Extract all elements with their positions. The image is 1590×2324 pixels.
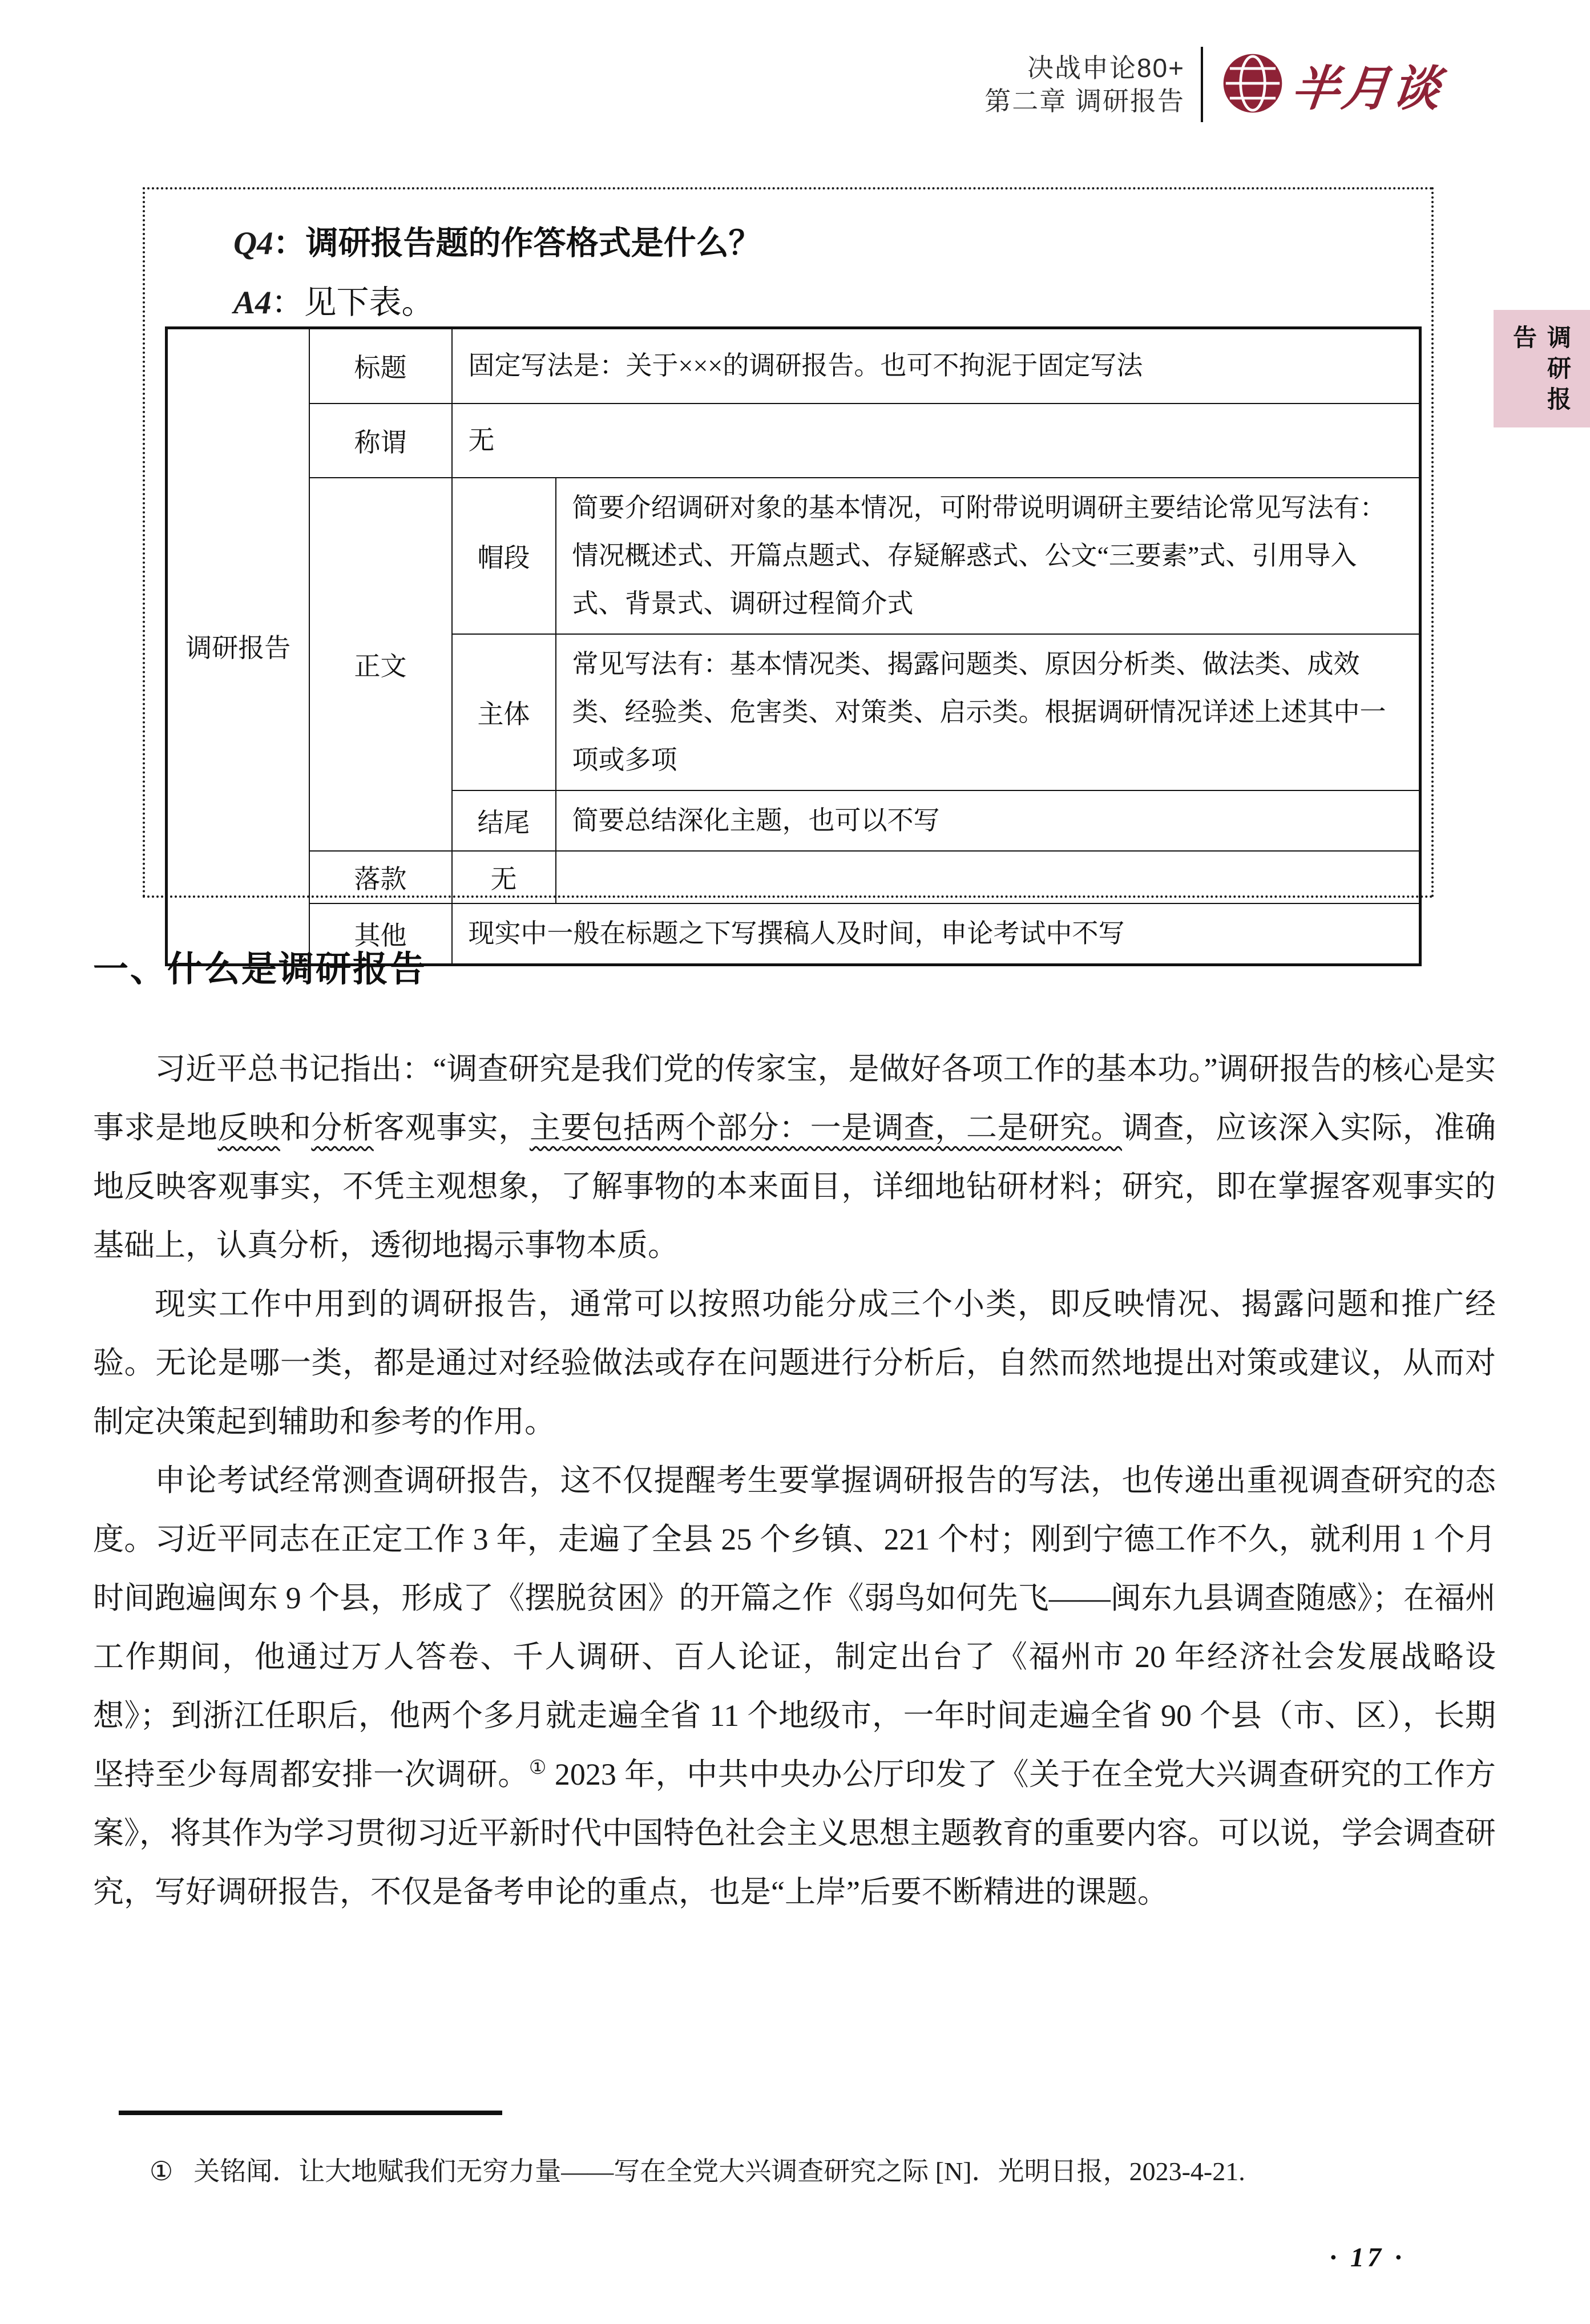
book-title: 决战申论80+ (1027, 53, 1185, 83)
cell-biaoti-content: 固定写法是：关于×××的调研报告。也可不拘泥于固定写法 (452, 328, 1420, 404)
cell-root-label: 调研报告 (167, 328, 309, 965)
body-text (93, 1040, 1496, 1922)
p1-text: 客观事实， (373, 1111, 530, 1145)
side-tab-label: 调研报告 (1510, 325, 1571, 417)
answer-line (233, 276, 434, 323)
p3-text: 申论考试经常测查调研报告，这不仅提醒考生要掌握调研报告的写法，也传递出重视调查研究的态度。习近平同志在正定工作 3 年，走遍了全县 25 个乡镇、221 个村；刚到宁德工作不久，就利用 1 个月时间跑遍闽东 9 个县，形成了《摆脱贫困》的开篇之作《弱鸟如何先飞——闽东九县调查随感》；在福州工作期间，他通过万人答卷、千人调研、百人论证，制定出台了《福州市 20 年经济社会发展战略设想》；到浙江任职后，他两个多月就走遍全省 11 个地级市，一年时间走遍全省 90 个县（市、区），长期坚持至少每周都安排一次调研。 (93, 1463, 1496, 1792)
p1-text: 调查，应该深入实际，准确地反映客观事实，不凭主观想象，了解事物的本来面目，详细地钻研材料；研究，即在掌握客观事实的基础上，认真分析，透彻地揭示事物本质。 (93, 1111, 1496, 1262)
cell-biaoti-label: 标题 (309, 328, 452, 404)
table-row (167, 851, 1420, 903)
brand-name: 半月谈 (1289, 62, 1446, 116)
table-row (167, 404, 1420, 478)
question-label: Q4 (233, 225, 273, 261)
chapter-title: 第二章 调研报告 (984, 86, 1185, 116)
p1-text: 和 (280, 1111, 312, 1145)
footnote-marker: ① (150, 2157, 173, 2186)
cell-maoduan-content: 简要介绍调研对象的基本情况，可附带说明调研主要结论常见写法有：情况概述式、开篇点题式、存疑解惑式、公文“三要素”式、引用导入式、背景式、调研过程简介式 (556, 478, 1420, 634)
page-number: · 17 · (1330, 2242, 1405, 2273)
p1-emphasis: 分析 (311, 1111, 374, 1145)
cell-zhuti-label: 主体 (452, 634, 556, 790)
cell-luokuan-empty (556, 851, 1420, 903)
p1-emphasis: 反映 (217, 1111, 280, 1145)
paragraph-1 (93, 1040, 1496, 1275)
cell-luokuan-content: 无 (452, 851, 556, 903)
answer-text: ：见下表。 (271, 285, 434, 321)
question-line (233, 217, 761, 264)
section-heading: 一、什么是调研报告 (93, 950, 427, 989)
paragraph-3 (93, 1451, 1496, 1922)
brand-logo (1219, 50, 1446, 120)
p3-text: 2023 年，中共中央办公厅印发了《关于在全党大兴调查研究的工作方案》，将其作为学习贯彻习近平新时代中国特色社会主义思想主题教育的重要内容。可以说，学会调查研究，写好调研报告，不仅是备考申论的重点，也是“上岸”后要不断精进的课题。 (93, 1757, 1496, 1909)
cell-luokuan-label: 落款 (309, 851, 452, 903)
globe-icon (1219, 50, 1286, 120)
header-divider (1201, 47, 1203, 122)
table-row (167, 478, 1420, 634)
cell-zhengwen-label: 正文 (309, 478, 452, 851)
cell-zhuti-content: 常见写法有：基本情况类、揭露问题类、原因分析类、做法类、成效类、经验类、危害类、对策类、启示类。根据调研情况详述上述其中一项或多项 (556, 634, 1420, 790)
page-header (984, 47, 1446, 122)
cell-maoduan-label: 帽段 (452, 478, 556, 634)
footnote-marker-ref: ① (528, 1757, 547, 1778)
answer-label: A4 (233, 285, 272, 321)
cell-qita-label: 其他 (309, 903, 452, 965)
report-format-table (165, 326, 1422, 966)
question-text: ：调研报告题的作答格式是什么？ (273, 225, 761, 261)
chapter-side-tab (1494, 310, 1590, 427)
footnote-text: 关铭闻．让大地赋我们无穷力量——写在全党大兴调查研究之际 [N]．光明日报，2023-4-21. (193, 2157, 1245, 2186)
cell-chengwei-content: 无 (452, 404, 1420, 478)
cell-jiewei-label: 结尾 (452, 790, 556, 851)
table-row (167, 328, 1420, 404)
cell-jiewei-content: 简要总结深化主题，也可以不写 (556, 790, 1420, 851)
cell-chengwei-label: 称谓 (309, 404, 452, 478)
qa-box (143, 187, 1434, 950)
p1-text: 习近平总书记指出：“调查研究是我们党的传家宝，是做好各项工作的基本功。”调研报告的核心是实事求是地 (93, 1052, 1496, 1145)
p1-emphasis: 主要包括两个部分：一是调查，二是研究。 (529, 1111, 1123, 1145)
paragraph-2: 现实工作中用到的调研报告，通常可以按照功能分成三个小类，即反映情况、揭露问题和推广经验。无论是哪一类，都是通过对经验做法或存在问题进行分析后，自然而然地提出对策或建议，从而对制定决策起到辅助和参考的作用。 (93, 1287, 1496, 1439)
footnote-divider (119, 2111, 502, 2115)
footnote (150, 2150, 1496, 2188)
cell-qita-content: 现实中一般在标题之下写撰稿人及时间，申论考试中不写 (452, 903, 1420, 965)
chapter-info (984, 51, 1185, 118)
